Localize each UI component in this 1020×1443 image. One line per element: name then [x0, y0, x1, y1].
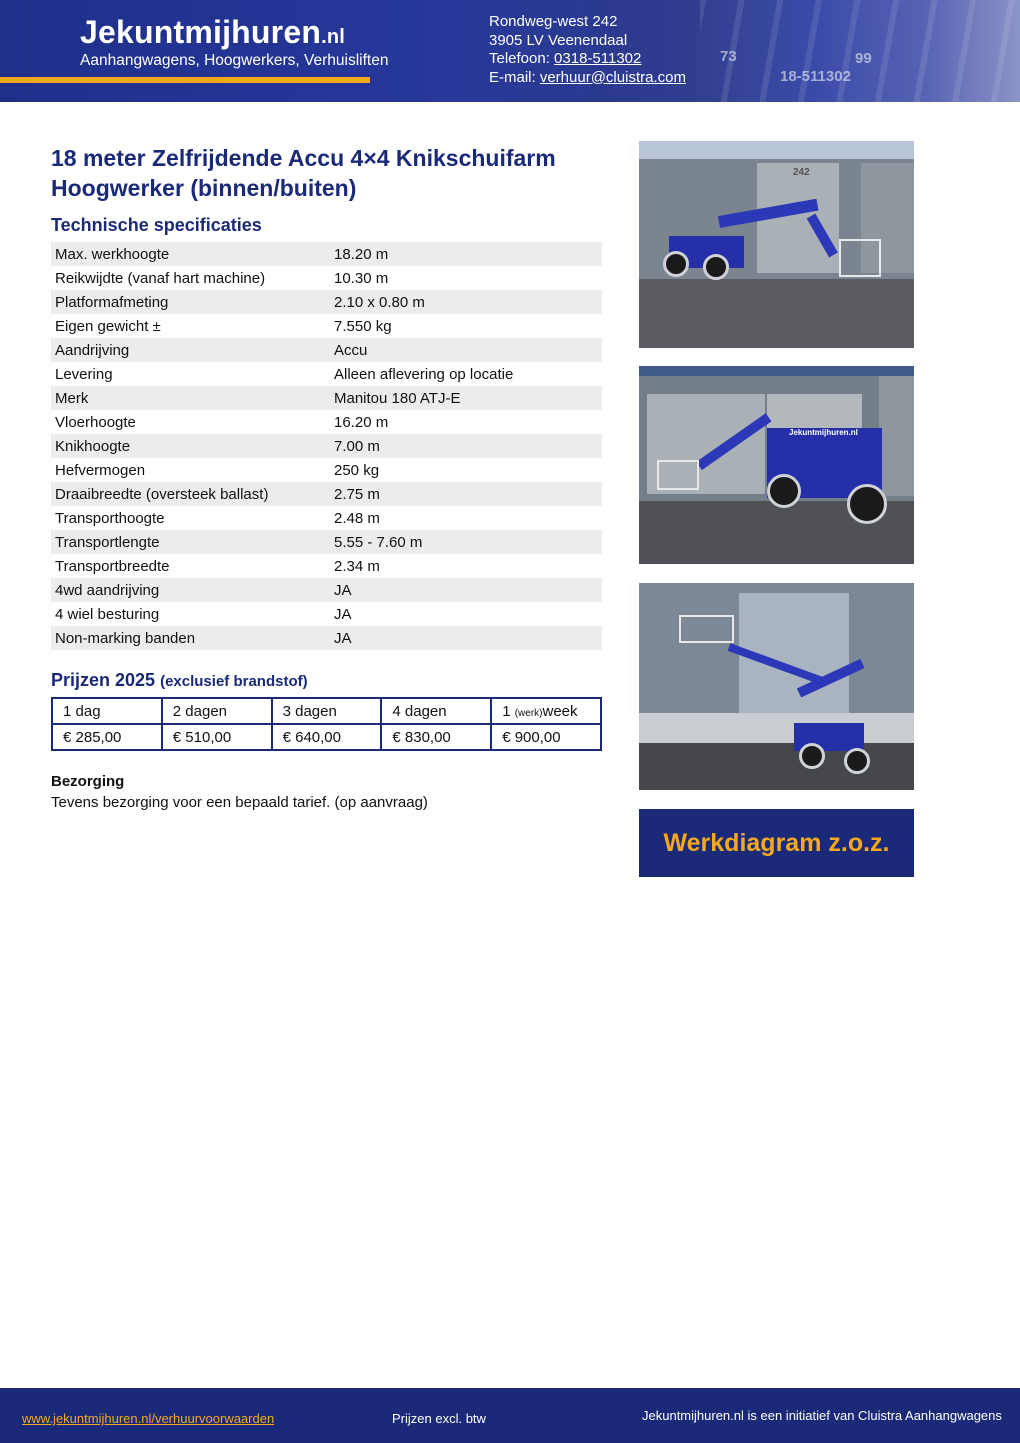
spec-value: 2.75 m: [330, 482, 602, 506]
week-small: (werk): [514, 707, 543, 719]
address-line-1: Rondweg-west 242: [489, 13, 618, 30]
prices-heading: [51, 670, 308, 691]
spec-row: [51, 602, 602, 626]
spec-value: 250 kg: [334, 461, 380, 479]
price-period: 3 dagen: [272, 698, 382, 724]
prices-header-row: [52, 698, 601, 724]
spec-row: [51, 266, 602, 290]
price-amount: € 640,00: [272, 724, 382, 750]
spec-row: [51, 338, 602, 362]
spec-row: [51, 506, 602, 530]
spec-value: Alleen aflevering op locatie: [334, 365, 514, 383]
machine-photo-2: [639, 366, 914, 564]
price-amount: € 285,00: [52, 724, 162, 750]
spec-value: JA: [330, 626, 602, 650]
page-footer: [0, 1388, 1020, 1443]
spec-value: 2.10 x 0.80 m: [330, 290, 602, 314]
spec-value: 2.48 m: [334, 509, 380, 527]
bezorging-text: Tevens bezorging voor een bepaald tarief. (op aanvraag): [51, 794, 428, 811]
price-period: 2 dagen: [162, 698, 272, 724]
spec-row: [51, 578, 602, 602]
spec-row: [51, 626, 602, 650]
spec-row: [51, 458, 602, 482]
address-line-2: 3905 LV Veenendaal: [489, 31, 628, 49]
price-amount: € 830,00: [381, 724, 491, 750]
initiative-note: Jekuntmijhuren.nl is een initiatief van Cluistra Aanhangwagens: [642, 1408, 1002, 1423]
spec-row: [51, 314, 602, 338]
prices-heading-note: (exclusief brandstof): [160, 673, 308, 690]
machine-photo-3: [639, 583, 914, 790]
brand-name: Jekuntmijhuren: [80, 14, 322, 50]
spec-label: Knikhoogte: [51, 434, 330, 458]
spec-value: JA: [330, 578, 602, 602]
rental-terms-link[interactable]: www.jekuntmijhuren.nl/verhuurvoorwaarden: [22, 1411, 275, 1426]
price-period: 1 dag: [52, 698, 162, 724]
price-amount: € 900,00: [491, 724, 601, 750]
machine-logo: Jekuntmijhuren.nl: [789, 428, 858, 437]
spec-label: Platformafmeting: [51, 290, 330, 314]
spec-row: [51, 410, 602, 434]
spec-label: 4wd aandrijving: [51, 578, 330, 602]
spec-label: Transportbreedte: [55, 557, 170, 575]
week-suffix: week: [542, 702, 578, 720]
prices-heading-text: Prijzen 2025: [51, 670, 156, 690]
prices-amount-row: [52, 724, 601, 750]
spec-value: 7.550 kg: [334, 317, 392, 335]
price-note: Prijzen excl. btw: [392, 1411, 486, 1426]
specs-table: [51, 242, 602, 650]
spec-label: Max. werkhoogte: [51, 242, 330, 266]
spec-label: Aandrijving: [51, 338, 330, 362]
price-period-week: [491, 698, 601, 724]
spec-value: 7.00 m: [330, 434, 602, 458]
spec-row: [51, 362, 602, 386]
brand-tld: .nl: [321, 26, 346, 48]
price-period: 4 dagen: [381, 698, 491, 724]
email-line: [489, 69, 686, 88]
page-header: [0, 0, 1020, 102]
spec-label: Hefvermogen: [55, 461, 146, 479]
werkdiagram-button[interactable]: Werkdiagram z.o.z.: [639, 809, 914, 877]
spec-label: Vloerhoogte: [55, 413, 136, 431]
building-sign: 242: [793, 167, 810, 178]
spec-value: Accu: [330, 338, 602, 362]
spec-row: [51, 290, 602, 314]
spec-label: Non-marking banden: [51, 626, 330, 650]
spec-label: Reikwijdte (vanaf hart machine): [55, 269, 266, 287]
spec-row: [51, 386, 602, 410]
spec-value: 18.20 m: [330, 242, 602, 266]
spec-label: Merk: [51, 386, 330, 410]
spec-value: 10.30 m: [334, 269, 389, 287]
spec-label: Transportlengte: [51, 530, 330, 554]
spec-value: 2.34 m: [334, 557, 380, 575]
email-label: E-mail:: [489, 68, 540, 86]
brand-tagline: Aanhangwagens, Hoogwerkers, Verhuisliften: [80, 52, 389, 69]
week-prefix: 1: [502, 702, 515, 720]
phone-link[interactable]: 0318-511302: [554, 50, 642, 67]
spec-label: Draaibreedte (oversteek ballast): [51, 482, 330, 506]
phone-label: Telefoon:: [489, 50, 555, 67]
spec-row: [51, 482, 602, 506]
brand-underline: [0, 77, 370, 83]
spec-row: [51, 530, 602, 554]
spec-label: Eigen gewicht ±: [55, 317, 161, 335]
spec-value: JA: [334, 605, 352, 623]
header-photo: 73 99 18-511302: [700, 0, 1020, 102]
price-amount: € 510,00: [162, 724, 272, 750]
brand-logo[interactable]: [80, 14, 345, 51]
bezorging-heading: Bezorging: [51, 773, 125, 790]
phone-line: [489, 50, 686, 69]
spec-row: [51, 242, 602, 266]
prices-table: [51, 697, 602, 751]
spec-value: 5.55 - 7.60 m: [330, 530, 602, 554]
page-title: 18 meter Zelfrijdende Accu 4×4 Knikschuifarm Hoogwerker (binnen/buiten): [51, 145, 556, 201]
spec-label: 4 wiel besturing: [55, 605, 160, 623]
contact-block: [489, 13, 686, 87]
spec-row: [51, 554, 602, 578]
spec-value: 16.20 m: [334, 413, 389, 431]
spec-label: Transporthoogte: [55, 509, 165, 527]
machine-photo-1: [639, 141, 914, 348]
spec-row: [51, 434, 602, 458]
specs-heading: Technische specificaties: [51, 215, 262, 235]
email-link[interactable]: verhuur@cluistra.com: [539, 68, 686, 86]
spec-label: Levering: [55, 365, 113, 383]
spec-value: Manitou 180 ATJ-E: [330, 386, 602, 410]
